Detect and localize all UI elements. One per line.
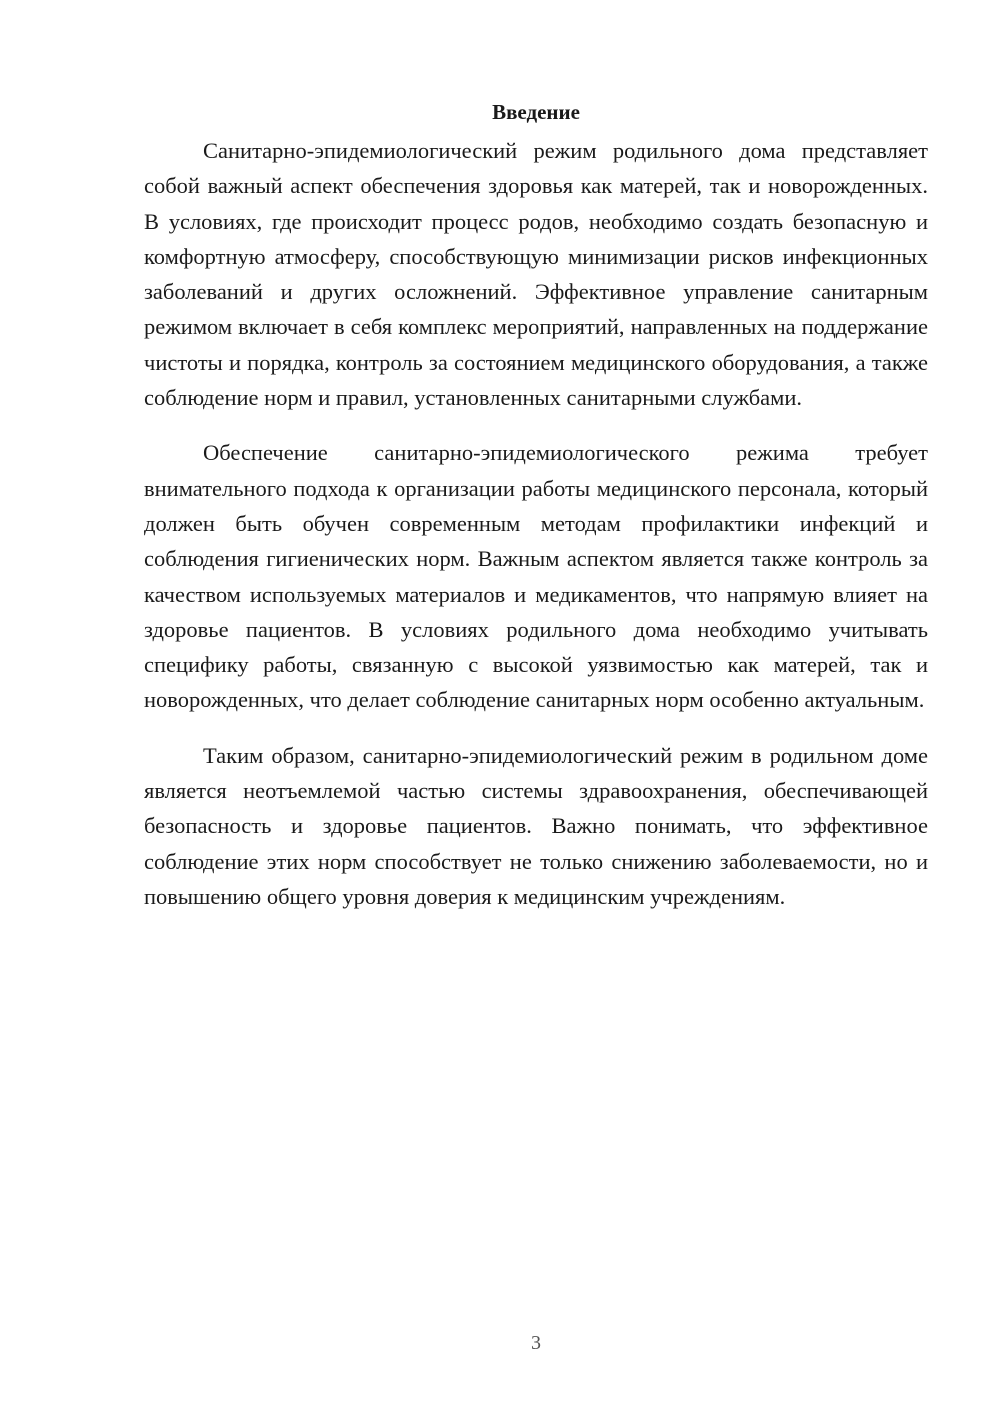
paragraph-3: Таким образом, санитарно-эпидемиологический режим в родильном доме является неотъемлемой частью системы здравоохранения, обеспечивающей безопасность и здоровье пациентов. Важно понимать, что эффективное соблюдение этих норм способствует не только снижению заболеваемости, но и повышению общего уровня доверия к медицинским учреждениям. bbox=[144, 742, 928, 909]
paragraph-2: Обеспечение санитарно-эпидемиологического режима требует внимательного подхода к организации работы медицинского персонала, который должен быть обучен современным методам профилактики инфекций и соблюдения гигиенических норм. Важным аспектом является также контроль за качеством используемых материалов и медикаментов, что напрямую влияет на здоровье пациентов. В условиях родильного дома необходимо учитывать специфику работы, связанную с высокой уязвимостью как матерей, так и новорожденных, что делает соблюдение санитарных норм особенно актуальным. bbox=[144, 440, 928, 713]
paragraph-1: Санитарно-эпидемиологический режим родильного дома представляет собой важный аспект обеспечения здоровья как матерей, так и новорожденных. В условиях, где происходит процесс родов, необходимо создать безопасную и комфортную атмосферу, способствующую минимизации рисков инфекционных заболеваний и других осложнений. Эффективное управление санитарным режимом включает в себя комплекс мероприятий, направленных на поддержание чистоты и порядка, контроль за состоянием медицинского оборудования, а также соблюдение норм и правил, установленных санитарными службами. bbox=[144, 138, 928, 411]
page-body bbox=[144, 96, 928, 934]
page-number: 3 bbox=[531, 1332, 541, 1354]
section-title: Введение bbox=[492, 100, 580, 124]
